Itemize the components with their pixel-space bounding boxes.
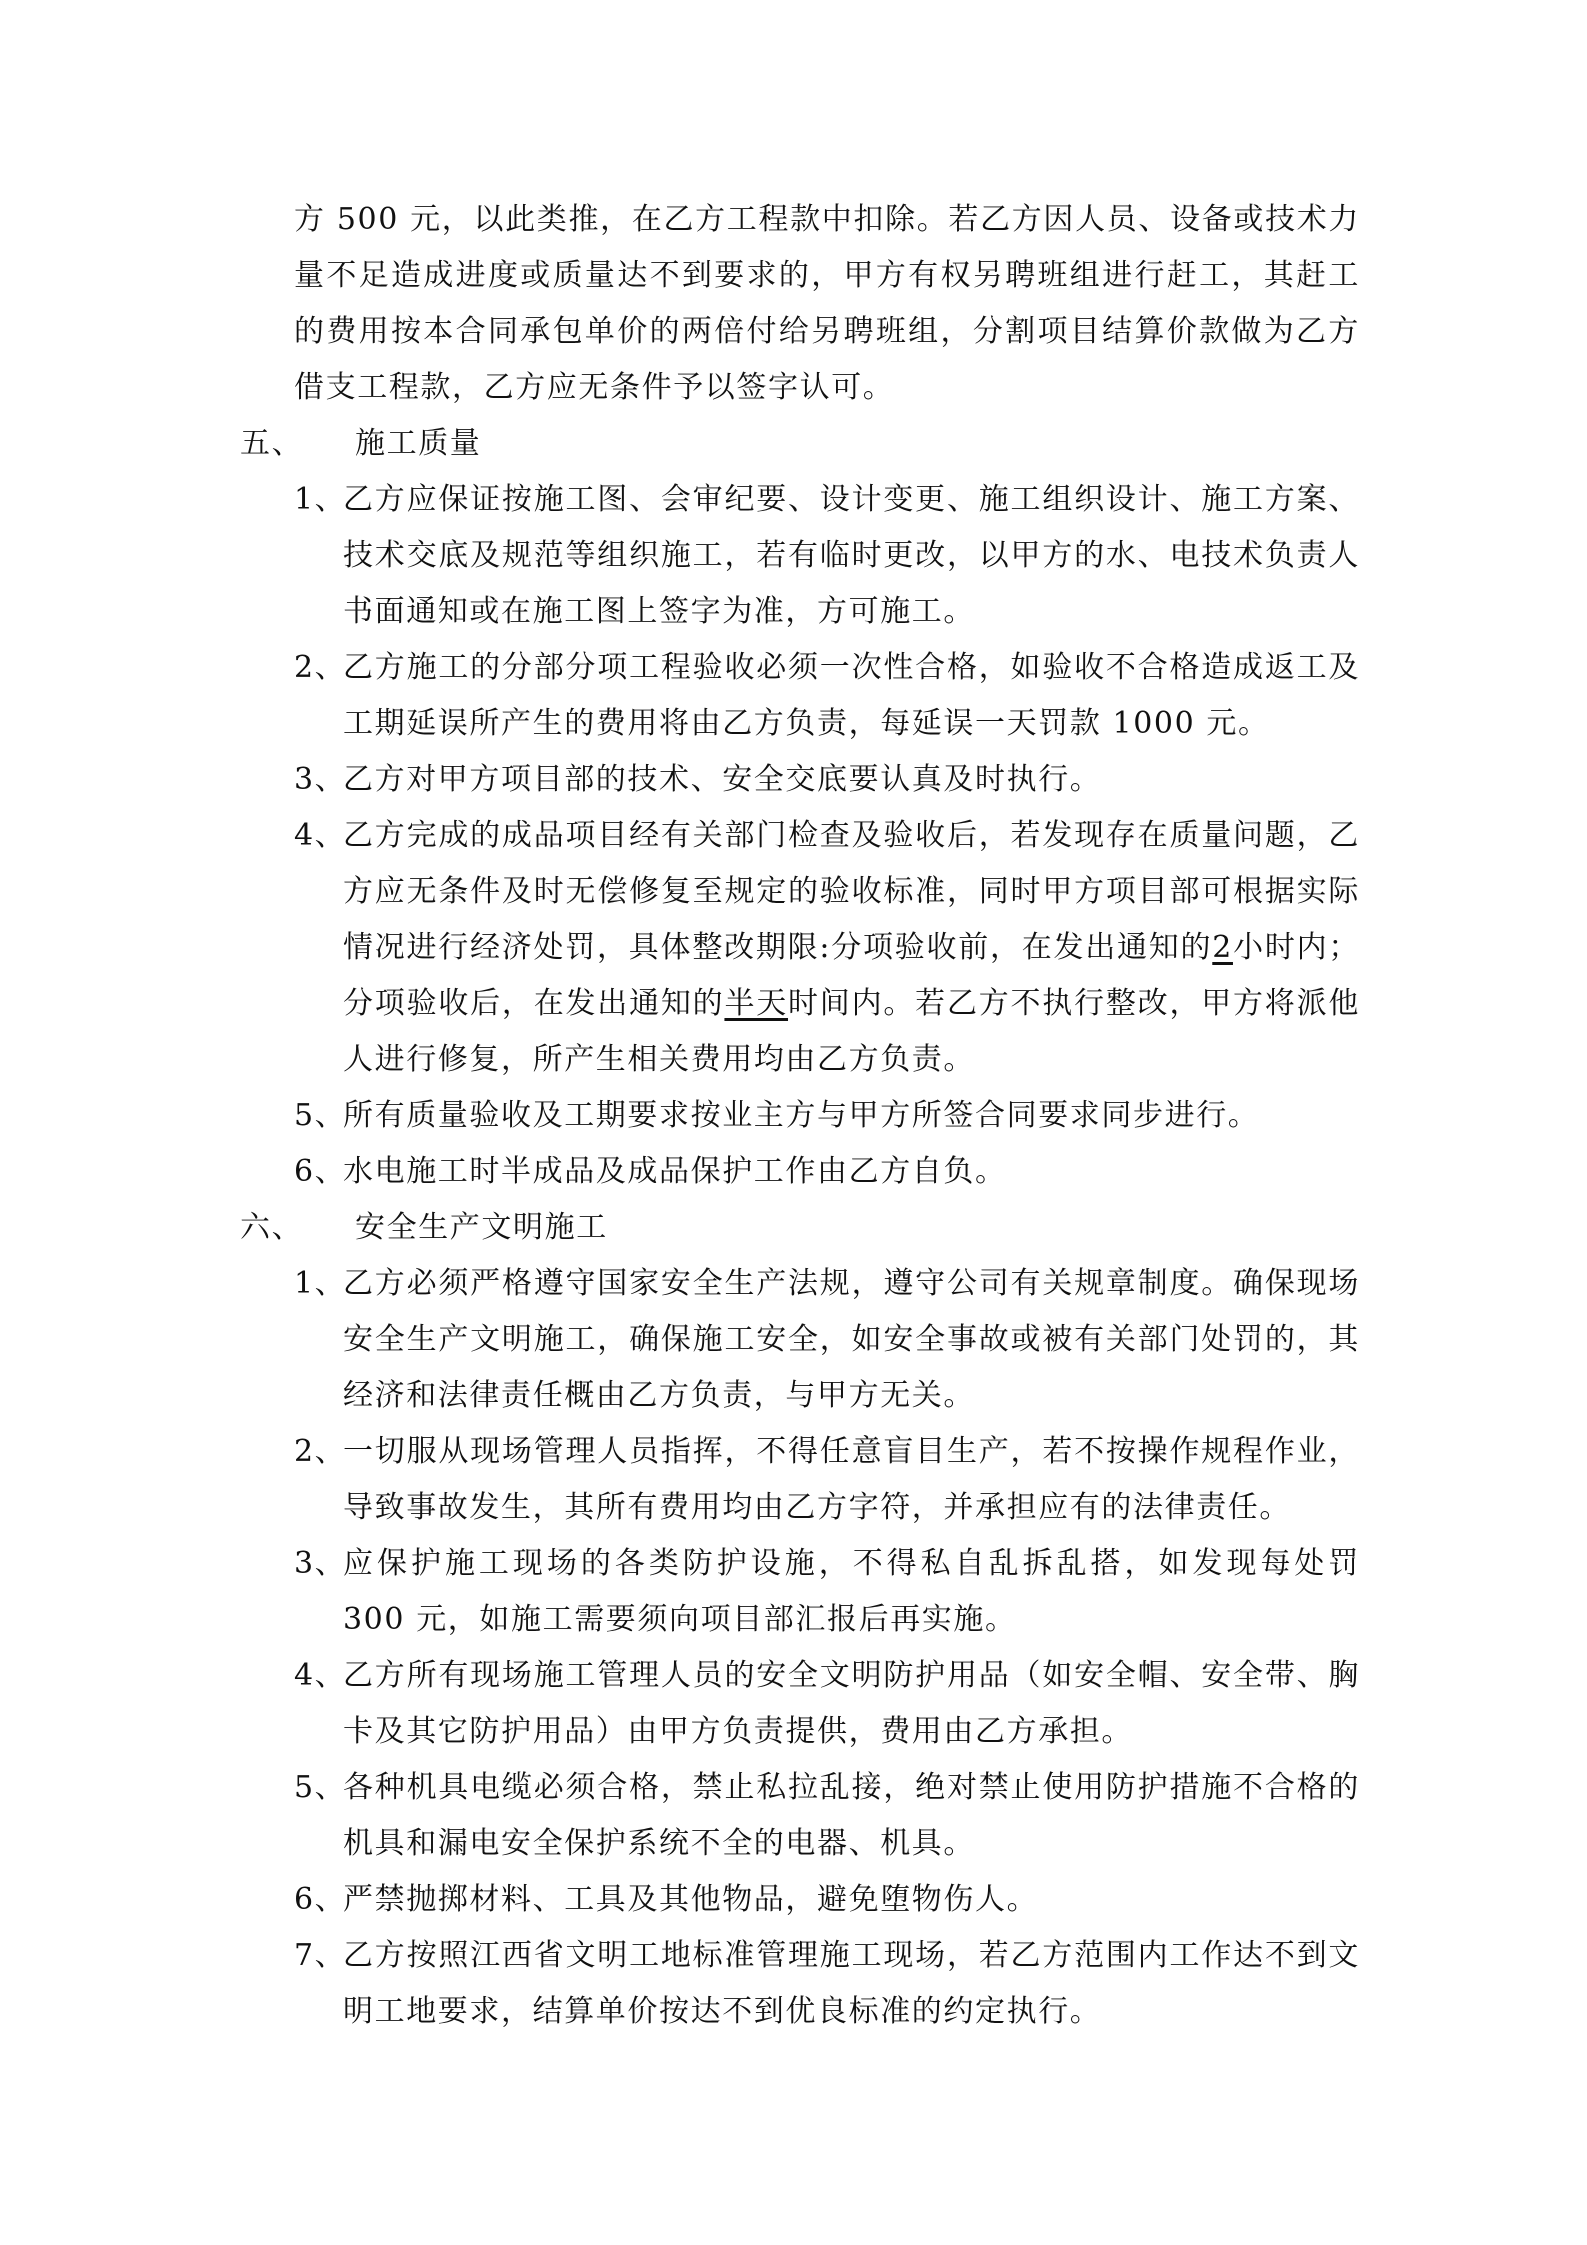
s6-item-5-number: 5、 bbox=[294, 1770, 347, 1805]
s5-item-6-text: 水电施工时半成品及成品保护工作由乙方自负。 bbox=[343, 1154, 1007, 1189]
section-5-heading bbox=[240, 416, 1360, 472]
s5-item-4-underlined-halfday: 半天 bbox=[724, 986, 789, 1021]
s5-item-5 bbox=[240, 1088, 1360, 1144]
s6-item-2-number: 2、 bbox=[294, 1434, 347, 1469]
s5-item-1 bbox=[240, 472, 1360, 640]
s5-item-6-number: 6、 bbox=[294, 1154, 347, 1189]
s5-item-4-underlined-hours: 2 bbox=[1212, 930, 1233, 965]
s5-item-4-text-c: 时间内。若乙方不执行整改，甲方将派他人进行修复，所产生相关费用均由乙方负责。 bbox=[343, 986, 1360, 1077]
s6-item-5 bbox=[240, 1760, 1360, 1872]
s6-item-1-number: 1、 bbox=[294, 1266, 347, 1301]
s6-item-1-text: 乙方必须严格遵守国家安全生产法规，遵守公司有关规章制度。确保现场安全生产文明施工，确保施工安全，如安全事故或被有关部门处罚的，其经济和法律责任概由乙方负责，与甲方无关。 bbox=[343, 1266, 1360, 1413]
s6-item-6-number: 6、 bbox=[294, 1882, 347, 1917]
s6-item-2 bbox=[240, 1424, 1360, 1536]
s5-item-4-text-b: 小时内；分项验收后，在发出通知的 bbox=[343, 930, 1360, 1021]
s6-item-2-text: 一切服从现场管理人员指挥，不得任意盲目生产，若不按操作规程作业，导致事故发生，其所有费用均由乙方字符，并承担应有的法律责任。 bbox=[343, 1434, 1360, 1525]
s6-item-4-text: 乙方所有现场施工管理人员的安全文明防护用品（如安全帽、安全带、胸卡及其它防护用品）由甲方负责提供，费用由乙方承担。 bbox=[343, 1658, 1360, 1749]
s5-item-3 bbox=[240, 752, 1360, 808]
s6-item-3 bbox=[240, 1536, 1360, 1648]
s6-item-3-number: 3、 bbox=[294, 1546, 347, 1581]
s6-item-6 bbox=[240, 1872, 1360, 1928]
s5-item-2 bbox=[240, 640, 1360, 752]
s5-item-4-number: 4、 bbox=[294, 818, 347, 853]
s5-item-4 bbox=[240, 808, 1360, 1088]
contract-body bbox=[240, 192, 1360, 2040]
s5-item-4-text-a: 乙方完成的成品项目经有关部门检查及验收后，若发现存在质量问题，乙方应无条件及时无偿修复至规定的验收标准，同时甲方项目部可根据实际情况进行经济处罚，具体整改期限:分项验收前，在发出通知的 bbox=[343, 818, 1360, 965]
section-6-heading bbox=[240, 1200, 1360, 1256]
s5-item-1-number: 1、 bbox=[294, 482, 347, 517]
s6-item-6-text: 严禁抛掷材料、工具及其他物品，避免堕物伤人。 bbox=[343, 1882, 1039, 1917]
s5-item-5-number: 5、 bbox=[294, 1098, 347, 1133]
s6-item-4-number: 4、 bbox=[294, 1658, 347, 1693]
s6-item-4 bbox=[240, 1648, 1360, 1760]
section-6-number: 六、 bbox=[240, 1210, 304, 1245]
s5-item-3-number: 3、 bbox=[294, 762, 347, 797]
section-5-title: 施工质量 bbox=[355, 426, 482, 461]
s6-item-7-text: 乙方按照江西省文明工地标准管理施工现场，若乙方范围内工作达不到文明工地要求，结算单价按达不到优良标准的约定执行。 bbox=[343, 1938, 1360, 2029]
s6-item-7-number: 7、 bbox=[294, 1938, 347, 1973]
section-5-number: 五、 bbox=[240, 426, 304, 461]
s5-item-5-text: 所有质量验收及工期要求按业主方与甲方所签合同要求同步进行。 bbox=[343, 1098, 1260, 1133]
s5-item-3-text: 乙方对甲方项目部的技术、安全交底要认真及时执行。 bbox=[343, 762, 1102, 797]
s5-item-6 bbox=[240, 1144, 1360, 1200]
s6-item-3-text: 应保护施工现场的各类防护设施，不得私自乱拆乱搭，如发现每处罚 300 元，如施工需要须向项目部汇报后再实施。 bbox=[343, 1546, 1360, 1637]
s6-item-7 bbox=[240, 1928, 1360, 2040]
s6-item-5-text: 各种机具电缆必须合格，禁止私拉乱接，绝对禁止使用防护措施不合格的机具和漏电安全保护系统不全的电器、机具。 bbox=[343, 1770, 1360, 1861]
s6-item-1 bbox=[240, 1256, 1360, 1424]
section-6-title: 安全生产文明施工 bbox=[355, 1210, 608, 1245]
s5-item-1-text: 乙方应保证按施工图、会审纪要、设计变更、施工组织设计、施工方案、技术交底及规范等组织施工，若有临时更改，以甲方的水、电技术负责人书面通知或在施工图上签字为准，方可施工。 bbox=[343, 482, 1360, 629]
intro-paragraph: 方 500 元，以此类推，在乙方工程款中扣除。若乙方因人员、设备或技术力量不足造成进度或质量达不到要求的，甲方有权另聘班组进行赶工，其赶工的费用按本合同承包单价的两倍付给另聘班组，分割项目结算价款做为乙方借支工程款，乙方应无条件予以签字认可。 bbox=[294, 202, 1360, 405]
s5-item-2-text: 乙方施工的分部分项工程验收必须一次性合格，如验收不合格造成返工及工期延误所产生的费用将由乙方负责，每延误一天罚款 1000 元。 bbox=[343, 650, 1360, 741]
s5-item-2-number: 2、 bbox=[294, 650, 347, 685]
